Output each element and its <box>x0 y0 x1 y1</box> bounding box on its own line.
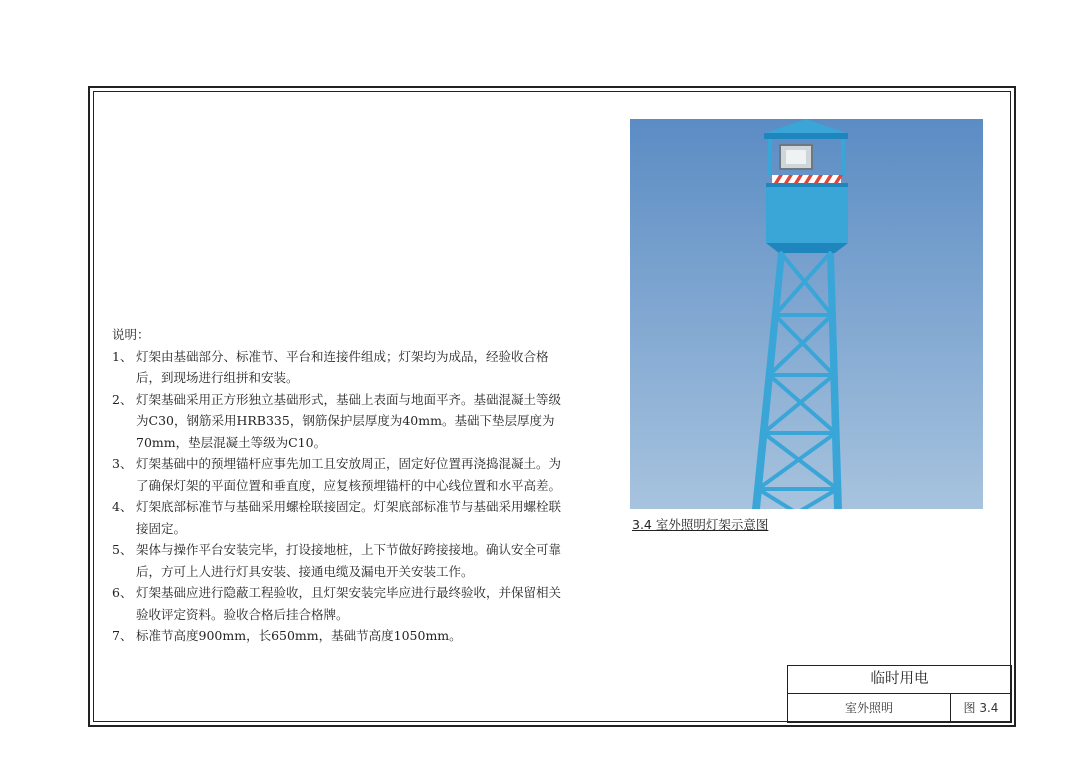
note-number: 4、 <box>112 499 133 514</box>
note-number: 6、 <box>112 585 133 600</box>
note-text: 灯架基础采用正方形独立基础形式，基础上表面与地面平齐。基础混凝土等级为C30，钢筋采用HRB335，钢筋保护层厚度为40mm。基础下垫层厚度为70mm，垫层混凝土等级为C10。 <box>136 391 562 450</box>
note-number: 7、 <box>112 628 133 643</box>
roof-edge <box>764 133 848 139</box>
platform-rail <box>766 183 848 187</box>
notes-title: 说明： <box>112 327 150 342</box>
title-block <box>787 665 1012 723</box>
platform-base <box>766 243 848 253</box>
light-tower-illustration <box>630 119 983 509</box>
note-item <box>112 453 572 496</box>
platform-box <box>766 183 848 243</box>
note-item <box>112 496 572 539</box>
note-item <box>112 389 572 454</box>
light-tower-photo <box>630 119 983 509</box>
note-number: 1、 <box>112 348 133 364</box>
note-item <box>112 539 572 582</box>
note-text: 灯架底部标准节与基础采用螺栓联接固定。灯架底部标准节与基础采用螺栓联接固定。 <box>136 499 562 536</box>
note-text: 灯架由基础部分、标准节、平台和连接件组成；灯架均为成品，经验收合格后，到现场进行组拼和安装。 <box>136 348 549 385</box>
note-number: 3、 <box>112 456 133 471</box>
note-item <box>112 625 572 647</box>
note-number: 5、 <box>112 542 133 557</box>
cabin-post-right <box>841 139 845 175</box>
title-block-title: 临时用电 <box>788 666 1011 694</box>
floodlight-lens <box>786 150 806 164</box>
note-text: 灯架基础应进行隐蔽工程验收，且灯架安装完毕应进行最终验收，并保留相关验收评定资料。验收合格后挂合格牌。 <box>136 585 562 622</box>
cabin-post-left <box>768 139 772 175</box>
note-text: 架体与操作平台安装完毕，打设接地桩，上下节做好跨接接地。确认安全可靠后，方可上人进行灯具安装、接通电缆及漏电开关安装工作。 <box>136 542 562 579</box>
note-item <box>112 582 572 625</box>
figure-caption: 3.4 室外照明灯架示意图 <box>632 517 769 532</box>
drawing-number: 图 3.4 <box>963 701 999 715</box>
notes-section <box>112 324 572 647</box>
note-number: 2、 <box>112 391 133 407</box>
title-block-subtitle: 室外照明 <box>788 694 951 722</box>
note-text: 灯架基础中的预埋锚杆应事先加工且安放周正，固定好位置再浇捣混凝土。为了确保灯架的平面位置和垂直度，应复核预埋锚杆的中心线位置和水平高差。 <box>136 456 562 493</box>
note-item <box>112 346 572 389</box>
note-text: 标准节高度900mm，长650mm，基础节高度1050mm。 <box>136 628 462 643</box>
